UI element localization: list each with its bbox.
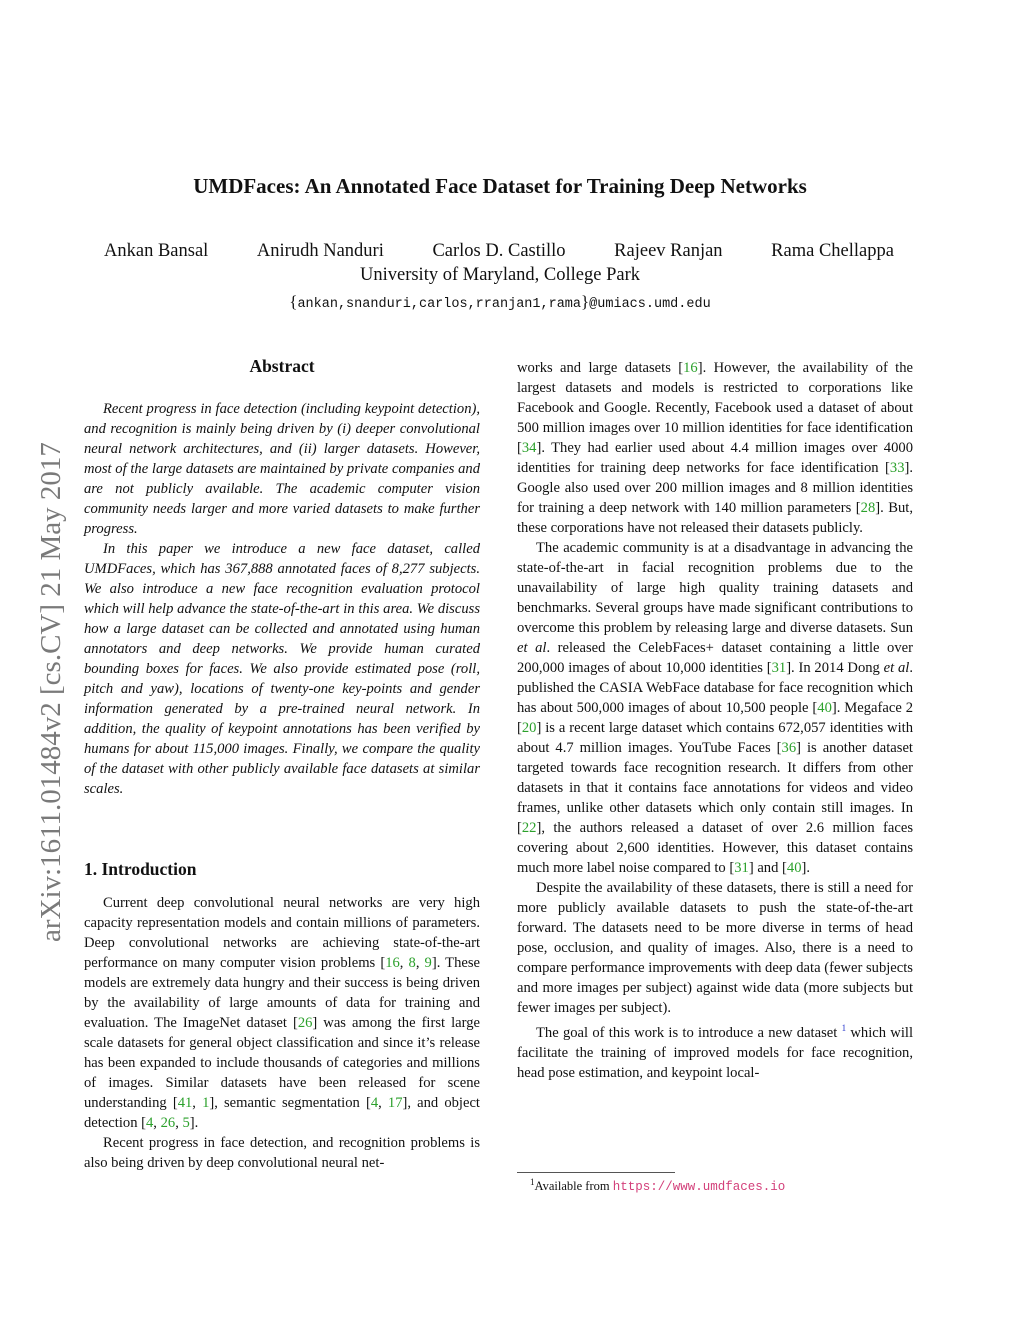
author: Carlos D. Castillo	[432, 241, 566, 261]
citation-link[interactable]: 22	[521, 820, 537, 836]
body-paragraph: works and large datasets [16]. However, the availability of the largest datasets and models is restricted to corporations like Facebook and Google. Recently, Facebook used a dataset of about 500 million images over 10 million identities for face identification [34]. They had earlier used about 4.4 million images over 4000 identities for training deep networks for face identification [33]. Google also used over 200 million images and 8 million identities for training a deep network with 140 million parameters [28]. But, these corporations have not released their datasets publicly.	[517, 360, 913, 536]
section-heading-introduction: 1. Introduction	[84, 859, 197, 879]
footnote-divider	[517, 1172, 675, 1173]
footnote-marker[interactable]: 1	[841, 1023, 847, 1033]
intro-paragraph: Current deep convolutional neural networks are very high capacity representation models and contain millions of parameters. Deep convolutional networks are achieving state-of-the-art performance on many computer vision problems [16, 8, 9]. These models are extremely data hungry and their success is being driven by the availability of large amounts of data for training and evaluation. The ImageNet dataset [26] was among the first large scale datasets for general object classification and since it’s release has been expanded to include thousands of categories and millions of images. Similar datasets have been released for scene understanding [41, 1], semantic segmentation [4, 17], and object detection [4, 26, 5].	[84, 895, 481, 1131]
footnote-number: 1	[530, 1177, 535, 1187]
intro-paragraph: Recent progress in face detection, and recognition problems is also being driven by deep convolutional neural net-	[84, 1135, 480, 1171]
author-list	[104, 241, 894, 262]
email-names: ankan,snanduri,carlos,rranjan1,rama	[297, 297, 581, 312]
citation-link[interactable]: 16	[683, 360, 698, 376]
author: Rama Chellappa	[771, 241, 894, 261]
email-brace-close: }	[581, 292, 590, 311]
citation-link[interactable]: 33	[889, 460, 905, 476]
abstract-body	[84, 399, 480, 799]
abstract-heading: Abstract	[249, 356, 315, 376]
arxiv-identifier: arXiv:1611.01484v2 [cs.CV] 21 May 2017	[35, 442, 67, 942]
citation-link[interactable]: 28	[860, 500, 876, 516]
citation-link[interactable]: 26	[160, 1115, 176, 1131]
author: Anirudh Nanduri	[256, 241, 384, 261]
citation-link[interactable]: 40	[786, 860, 802, 876]
citation-link[interactable]: 16	[385, 955, 400, 971]
body-paragraph: The goal of this work is to introduce a new dataset $^1$ which will facilitate the training of improved models for face recognition, head pose estimation, and keypoint local-	[517, 1023, 913, 1081]
abstract-paragraph: In this paper we introduce a new face dataset, called UMDFaces, which has 367,888 annotated faces of 8,277 subjects. We also introduce a new face recognition evaluation protocol which will help advance the state-of-the-art in this area. We discuss how a large dataset can be collected and annotated using human annotators and deep networks. We provide human curated bounding boxes for faces. We also provide estimated pose (roll, pitch and yaw), locations of twenty-one key-points and gender information generated by a pre-trained neural network. In addition, the quality of keypoint annotations has been verified by humans for about 115,000 images. Finally, we compare the quality of the dataset with other publicly available face datasets at similar scales.	[84, 541, 480, 797]
body-paragraph: Despite the availability of these datasets, there is still a need for more publicly available datasets to push the state-of-the-art forward. The datasets need to be more diverse in terms of head pose, occlusion, and quality of images. Also, there is a need to compare performance improvements with deep data (fewer subjects and more images per subject) against wide data (more subjects but fewer images per subject).	[517, 880, 913, 1016]
citation-link[interactable]: 41	[177, 1095, 193, 1111]
citation-link[interactable]: 8	[408, 955, 416, 971]
footnote	[530, 1177, 785, 1194]
citation-link[interactable]: 31	[734, 860, 749, 876]
citation-link[interactable]: 36	[781, 740, 797, 756]
citation-link[interactable]: 1	[202, 1095, 210, 1111]
body-paragraph: The academic community is at a disadvantage in advancing the state-of-the-art in facial recognition problems due to the unavailability of large high quality training datasets and benchmarks. Several groups have made significant contributions to overcome this problem by releasing large and diverse datasets. Sun et al. released the CelebFaces+ dataset containing a little over 200,000 images of about 10,000 identities [31]. In 2014 Dong et al. published the CASIA WebFace database for face recognition which has about 500,000 images of about 10,500 people [40]. Megaface 2 [20] is a recent large dataset which contains 672,057 identities with about 4.7 million images. YouTube Faces [36] is another dataset targeted towards face recognition research. It differs from other datasets in that it contains face annotations for videos and video frames, unlike other datasets which only contain still images. In [22], the authors released a dataset of over 2.6 million faces covering about 2,600 identities. However, this dataset contains much more label noise compared to [31] and [40].	[517, 540, 913, 876]
author: Ankan Bansal	[104, 241, 209, 261]
citation-link[interactable]: 20	[521, 720, 537, 736]
citation-link[interactable]: 9	[424, 955, 432, 971]
footnote-text: Available from	[534, 1179, 613, 1194]
email-domain: @umiacs.umd.edu	[589, 297, 711, 312]
citation-link[interactable]: 34	[521, 440, 537, 456]
affiliation: University of Maryland, College Park	[359, 265, 640, 285]
footnote-url-link[interactable]: https://www.umdfaces.io	[612, 1180, 786, 1195]
citation-link[interactable]: 17	[387, 1095, 403, 1111]
email-brace-open: {	[289, 292, 298, 311]
citation-link[interactable]: 5	[182, 1115, 190, 1131]
citation-link[interactable]: 31	[771, 660, 787, 676]
author-emails	[0, 292, 1000, 312]
right-column-body	[517, 358, 913, 1083]
paper-title: UMDFaces: An Annotated Face Dataset for Training Deep Networks	[193, 174, 807, 198]
citation-link[interactable]: 4	[146, 1115, 154, 1131]
introduction-body	[84, 893, 480, 1173]
abstract-paragraph: Recent progress in face detection (including keypoint detection), and recognition is mainly being driven by (i) deeper convolutional neural network architectures, and (ii) larger datasets. However, most of the large datasets are maintained by private companies and are not publicly available. The academic computer vision community needs larger and more varied datasets to make further progress.	[84, 401, 480, 537]
citation-link[interactable]: 40	[817, 700, 832, 716]
citation-link[interactable]: 26	[297, 1015, 313, 1031]
citation-link[interactable]: 4	[370, 1095, 379, 1111]
author: Rajeev Ranjan	[614, 241, 723, 261]
